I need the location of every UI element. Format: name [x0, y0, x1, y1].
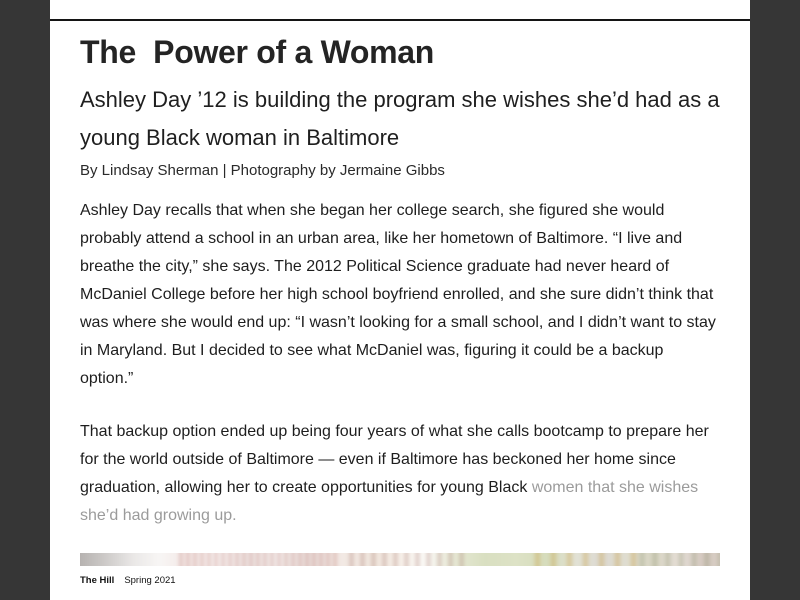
article-photo-strip	[80, 553, 720, 566]
article-title: The Power of a Woman	[80, 34, 435, 70]
paragraph-2-text: That backup option ended up being four years of what she calls bootcamp to prepare her for the world outside of Baltimore — even if Baltimore has beckoned her home since graduation, allowing her to create opportunities for young Black	[80, 423, 709, 496]
article-paragraph-1: Ashley Day recalls that when she began her college search, she figured she would probably attend a school in an urban area, like her hometown of Baltimore. “I live and breathe the city,” she says. The 2012 Political Science graduate had never heard of McDaniel College before her high school boyfriend enrolled, and she sure didn’t think that was where she would end up: “I wasn’t looking for a small school, and I didn’t want to stay in Maryland. But I decided to see what McDaniel was, figuring it could be a backup option.”	[80, 202, 716, 387]
article-byline: By Lindsay Sherman | Photography by Jermaine Gibbs	[80, 162, 445, 179]
paragraph-2-faded-text: women that she wishes she’d had growing up.	[80, 479, 699, 524]
publication-name: The Hill	[80, 575, 115, 586]
document-page	[50, 0, 750, 600]
article-paragraph-2	[80, 418, 720, 530]
issue-label: Spring 2021	[124, 575, 176, 586]
photo-strip-image	[80, 553, 720, 566]
page-footer	[80, 575, 176, 587]
article-content	[50, 0, 750, 530]
article-subtitle: Ashley Day ’12 is building the program she wishes she’d had as a young Black woman in Baltimore	[80, 87, 720, 150]
